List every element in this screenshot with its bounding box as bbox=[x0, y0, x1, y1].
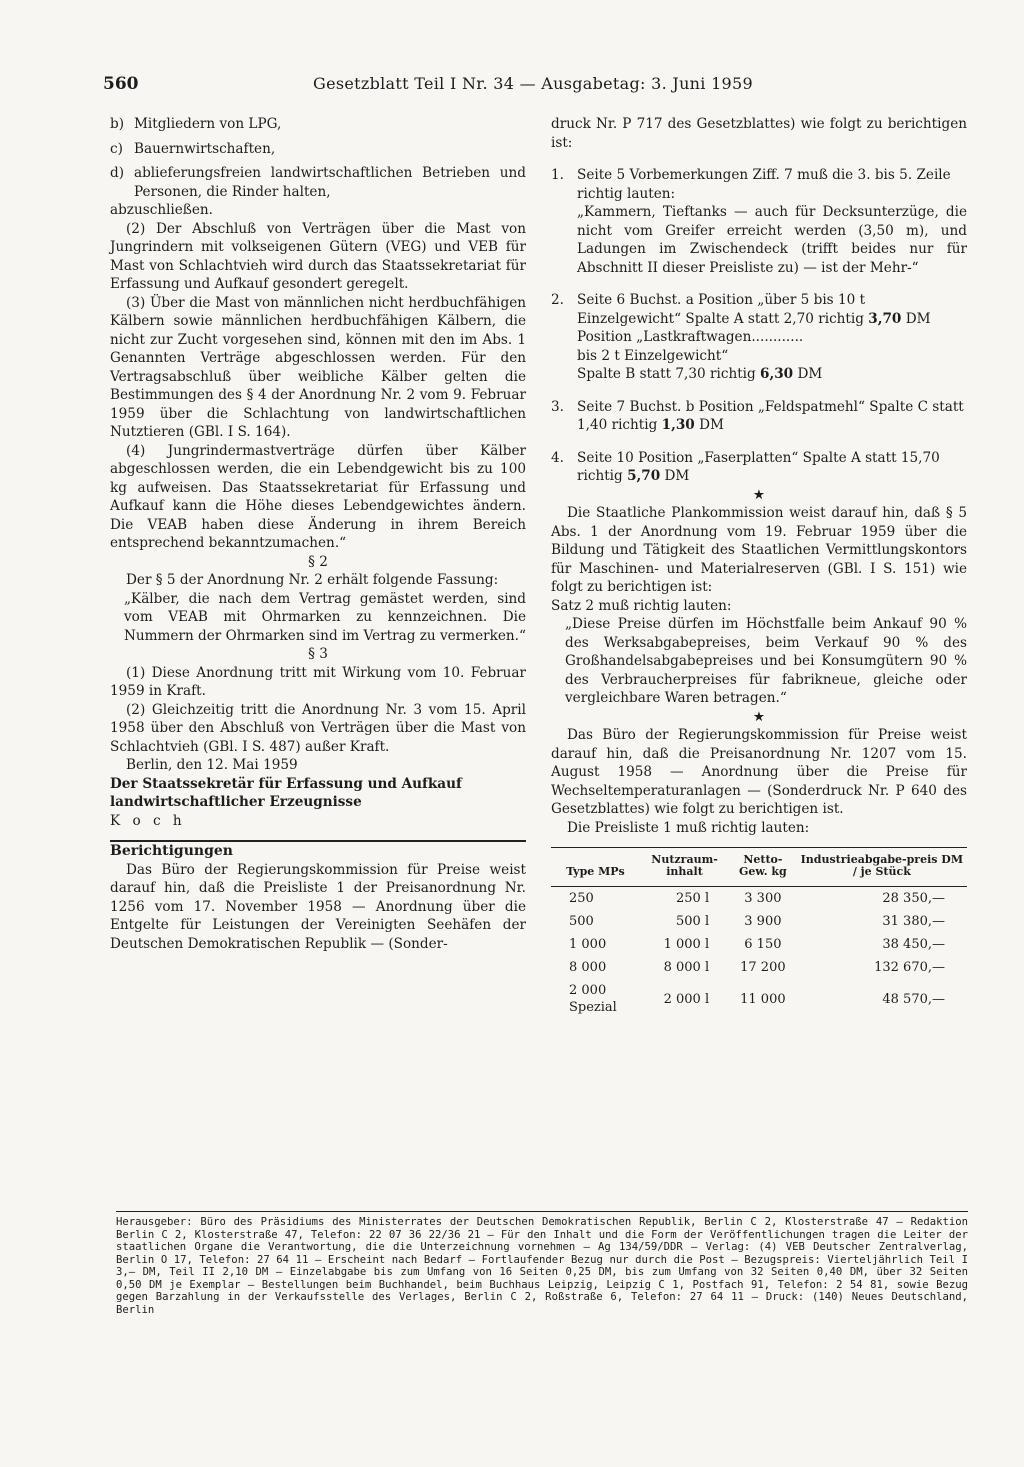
section-2-heading: § 2 bbox=[308, 553, 328, 570]
left-column bbox=[110, 115, 526, 953]
table-cell: 250 bbox=[569, 891, 594, 906]
paragraph-3: (3) Über die Mast von männlichen nicht herdbuchfähigen Kälbern sowie männlichen herdbuchfähigen Kälbern, die nicht zur Zucht vorgesehen sind, können mit den im Abs. 1 Genannten Verträge abgeschlossen werden. Für den Vertragsabschluß über weibliche Kälber gelten die Bestimmungen des § 4 der Anordnung Nr. 2 vom 9. Februar 1959 über die Schlachtung von landwirtschaftlichen Nutztieren (GBl. I S. 164). bbox=[110, 294, 526, 440]
preisliste-line: Die Preisliste 1 muß richtig lauten: bbox=[567, 819, 810, 836]
paragraph-2: (2) Der Abschluß von Verträgen über die Mast von Jungrindern mit volkseigenen Gütern (VEG) und VEB für Mast von Schlachtvieh wird durch das Staatssekretariat für Erfassung und Aufkauf gesondert geregelt. bbox=[110, 220, 526, 292]
gazette-title: Gesetzblatt Teil I Nr. 34 — Ausgabetag: 3. Juni 1959 bbox=[313, 74, 753, 93]
table-row bbox=[551, 910, 967, 933]
correction-item-2-position-2: bis 2 t Einzelgewicht“ bbox=[577, 347, 729, 364]
header-preis: Industrieabgabe-preis DM / je Stück bbox=[797, 848, 967, 887]
table-cell: 8 000 bbox=[569, 960, 607, 975]
table-cell: 1 000 bbox=[569, 937, 607, 952]
corrections-heading: Berichtigungen bbox=[110, 843, 233, 859]
correction-item-2: 2. Seite 6 Buchst. a Position „über 5 bis 10 t Einzelgewicht“ Spalte A statt 2,70 richtig 3,70 DM bbox=[551, 292, 931, 327]
correction-item-4: 4. Seite 10 Position „Faserplatten“ Spalte A statt 15,70 richtig 5,70 DM bbox=[551, 449, 940, 484]
star-separator-1: ★ bbox=[752, 486, 766, 503]
table-cell: 500 l bbox=[676, 914, 710, 929]
correction-item-1: 1. Seite 5 Vorbemerkungen Ziff. 7 muß die 3. bis 5. Zeile richtig lauten: bbox=[551, 167, 951, 202]
plankommission-paragraph: Die Staatliche Plankommission weist darauf hin, daß § 5 Abs. 1 der Anordnung vom 19. Februar 1959 über die Bildung und Tätigkeit des Staatlichen Vermittlungskontors für Maschinen- und Materialreserven (GBl. I S. 151) wie folgt zu berichtigen ist: bbox=[551, 505, 967, 595]
correction-item-2-column-b: Spalte B statt 7,30 richtig 6,30 DM bbox=[577, 366, 823, 382]
correction-item-2-position-1: Position „Lastkraftwagen............ bbox=[577, 329, 804, 345]
table-cell: 48 570,— bbox=[882, 991, 945, 1007]
header-type: Type MPs bbox=[551, 848, 640, 887]
signer-title-2: landwirtschaftlicher Erzeugnisse bbox=[110, 794, 362, 810]
satz-2-line: Satz 2 muß richtig lauten: bbox=[551, 597, 732, 614]
paragraph-4: (4) Jungrindermastverträge dürfen über Kälber abgeschlossen werden, die ein Lebendgewicht bis zu 100 kg aufweisen. Das Staatssekretariat für Erfassung und Aufkauf kann die Höhe dieses Lebendgewichtes ändern. Die VEAB haben diese Änderung in ihrem Bereich entsprechend bekanntzumachen.“ bbox=[110, 442, 526, 551]
page-number: 560 bbox=[103, 74, 139, 94]
correction-item-1-quote: „Kammern, Tieftanks — auch für Decksunterzüge, die nicht vom Greifer erreicht werden (3,50 m), und Ladungen im Zwischendeck (trifft beides nur für Abschnitt II dieser Preisliste zu) — ist der Mehr-“ bbox=[577, 204, 967, 276]
price-table bbox=[551, 847, 967, 1019]
table-cell: 11 000 bbox=[740, 991, 786, 1007]
table-cell: 28 350,— bbox=[882, 891, 945, 906]
section-3-para-2: (2) Gleichzeitig tritt die Anordnung Nr. 3 vom 15. April 1958 über den Abschluß von Verträgen über die Mast von Schlachtvieh (GBl. I S. 487) außer Kraft. bbox=[110, 701, 526, 755]
place-date: Berlin, den 12. Mai 1959 bbox=[126, 757, 298, 773]
table-cell: 17 200 bbox=[740, 960, 786, 975]
section-2-intro: Der § 5 der Anordnung Nr. 2 erhält folgende Fassung: bbox=[126, 572, 499, 588]
correction-1-continued: druck Nr. P 717 des Gesetzblattes) wie folgt zu berichtigen ist: bbox=[551, 116, 967, 151]
list-item-b: b) Mitgliedern von LPG, bbox=[110, 116, 282, 132]
table-cell: 2 000 Spezial bbox=[569, 983, 617, 1015]
page-header bbox=[103, 74, 968, 98]
correction-1-text: Das Büro der Regierungskommission für Preise weist darauf hin, daß die Preisliste 1 der Preisanordnung Nr. 1256 vom 17. November 1958 — Anordnung über die Entgelte für Leistungen der Vereinigten Seehäfen der Deutschen Demokratischen Republik — (Sonder- bbox=[110, 861, 526, 952]
table-cell: 6 150 bbox=[744, 937, 782, 952]
table-cell: 500 bbox=[569, 914, 594, 929]
table-cell: 132 670,— bbox=[874, 960, 945, 975]
plankommission-quote: „Diese Preise dürfen im Höchstfalle beim Ankauf 90 % des Werksabgabepreises, beim Verkauf 90 % des Großhandelsabgabepreises und bei Konsumgütern 90 % des Verbraucherpreises für fabrikneue, gleiche oder vergleichbare Waren betragen.“ bbox=[565, 616, 967, 706]
section-3-heading: § 3 bbox=[308, 646, 328, 662]
list-item-c: c) Bauernwirtschaften, bbox=[110, 140, 276, 157]
header-nutzraum: Nutzraum-inhalt bbox=[640, 848, 729, 887]
table-row bbox=[551, 956, 967, 979]
table-cell: 38 450,— bbox=[882, 937, 945, 952]
signer-title-1: Der Staatssekretär für Erfassung und Aufkauf bbox=[110, 775, 462, 792]
signer-name: K o c h bbox=[110, 812, 186, 829]
list-item-d: d) ablieferungsfreien landwirtschaftlichen Betrieben und Personen, die Rinder halten, bbox=[110, 165, 526, 200]
section-3-para-1: (1) Diese Anordnung tritt mit Wirkung vom 10. Februar 1959 in Kraft. bbox=[110, 664, 526, 699]
conclusion-text: abzuschließen. bbox=[110, 202, 214, 218]
table-row bbox=[551, 979, 967, 1019]
correction-item-3: 3. Seite 7 Buchst. b Position „Feldspatmehl“ Spalte C statt 1,40 richtig 1,30 DM bbox=[551, 398, 964, 433]
star-separator-2: ★ bbox=[752, 708, 766, 725]
price-table-header bbox=[551, 848, 967, 887]
table-cell: 250 l bbox=[676, 891, 710, 906]
table-row bbox=[551, 887, 967, 911]
table-cell: 3 900 bbox=[744, 914, 782, 929]
table-cell: 31 380,— bbox=[882, 914, 945, 929]
table-row bbox=[551, 933, 967, 956]
table-cell: 1 000 l bbox=[663, 937, 710, 952]
section-2-quote: „Kälber, die nach dem Vertrag gemästet werden, sind vom VEAB mit Ohrmarken zu kennzeichnen. Die Nummern der Ohrmarken sind im Vertrag zu vermerken.“ bbox=[124, 590, 526, 644]
right-column bbox=[551, 115, 967, 1019]
publisher-footer: Herausgeber: Büro des Präsidiums des Ministerrates der Deutschen Demokratischen Republik, Berlin C 2, Klosterstraße 47 — Redaktion Berlin C 2, Klosterstraße 47, Telefon: 22 07 36 22/36 21 — Für den Inhalt und die Form der Veröffentlichungen tragen die Leiter der staatlichen Organe die Verantwortung, die die Unterzeichnung vornehmen — Ag 134/59/DDR — Verlag: (4) VEB Deutscher Zentralverlag, Berlin O 17, Telefon: 27 64 11 — Erscheint nach Bedarf — Fortlaufender Bezug nur durch die Post — Bezugspreis: Vierteljährlich Teil I 3,— DM, Teil II 2,10 DM — Einzelabgabe bis zum Umfang von 16 Seiten 0,25 DM, bis zum Umfang von 32 Seiten 0,40 DM, über 32 Seiten 0,50 DM je Exemplar — Bestellungen beim Buchhandel, beim Buchhaus Leipzig, Leipzig C 1, Postfach 91, Telefon: 2 54 81, sowie Bezug gegen Barzahlung in der Verkaufsstelle des Verlages, Berlin C 2, Roßstraße 6, Telefon: 27 64 11 — Druck: (140) Neues Deutschland, Berlin bbox=[116, 1211, 968, 1316]
preisbuero-paragraph: Das Büro der Regierungskommission für Preise weist darauf hin, daß die Preisanordnung Nr. 1207 vom 15. August 1958 — Anordnung über die Preise für Wechseltemperaturanlagen — (Sonderdruck Nr. P 640 des Gesetzblattes) wie folgt zu berichtigen ist. bbox=[551, 727, 967, 817]
header-netto-gewicht: Netto-Gew. kg bbox=[729, 848, 797, 887]
table-cell: 2 000 l bbox=[663, 991, 710, 1007]
table-cell: 8 000 l bbox=[663, 960, 710, 975]
table-cell: 3 300 bbox=[744, 891, 782, 906]
